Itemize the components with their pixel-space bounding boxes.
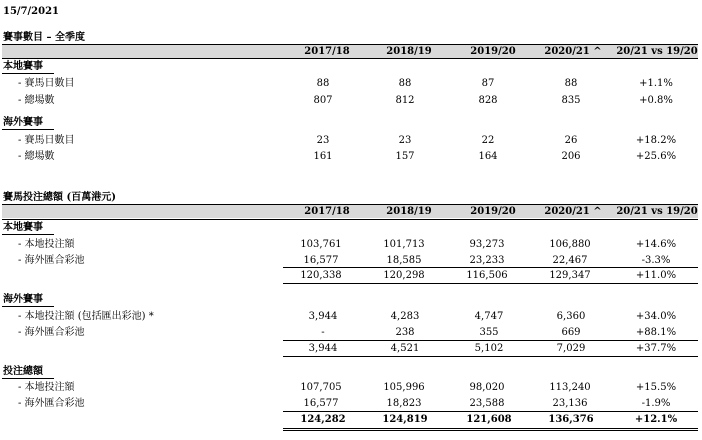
- cell: 4,747: [474, 311, 504, 322]
- s1-col-2019: 2019/20: [470, 46, 516, 57]
- s2-total-heading: 投注總額: [3, 366, 43, 377]
- cell: +14.6%: [635, 239, 677, 250]
- cell: 4,283: [390, 311, 420, 322]
- s2-overseas-subtotal-rule: [283, 340, 698, 341]
- cell: -1.9%: [641, 398, 671, 409]
- row-label: - 海外匯合彩池: [18, 255, 85, 266]
- cell: 124,282: [300, 414, 346, 425]
- cell: 23: [398, 135, 412, 146]
- s1-col-2018: 2018/19: [386, 46, 432, 57]
- cell: 835: [561, 95, 581, 106]
- cell: 23: [316, 135, 330, 146]
- cell: 106,880: [549, 239, 591, 250]
- cell: 23,233: [469, 255, 505, 266]
- cell: 18,823: [386, 398, 422, 409]
- s1-overseas-heading-underline: [2, 129, 54, 130]
- cell: 101,713: [383, 239, 425, 250]
- cell: 105,996: [383, 382, 425, 393]
- s2-col-2020: 2020/21 ^: [544, 206, 602, 217]
- cell: 129,347: [549, 270, 591, 281]
- cell: 18,585: [386, 255, 422, 266]
- cell: 4,521: [390, 343, 420, 354]
- cell: 157: [395, 151, 415, 162]
- s2-local-subtotal-rule: [283, 267, 698, 268]
- cell: 88: [398, 78, 412, 89]
- cell: 22: [481, 135, 495, 146]
- report-date: 15/7/2021: [3, 6, 60, 17]
- cell: 355: [479, 327, 499, 338]
- cell: +12.1%: [634, 414, 678, 425]
- cell: +11.0%: [635, 270, 677, 281]
- row-label: - 海外匯合彩池: [18, 327, 85, 338]
- cell: 136,376: [548, 414, 594, 425]
- cell: 116,506: [466, 270, 508, 281]
- cell: +34.0%: [635, 311, 677, 322]
- cell: 120,338: [300, 270, 342, 281]
- cell: 7,029: [556, 343, 586, 354]
- s2-col-change: 20/21 vs 19/20: [616, 206, 698, 217]
- cell: 238: [395, 327, 415, 338]
- section1-header-rule: [2, 58, 698, 59]
- s2-local-subtotal-bottom-rule: [283, 283, 698, 284]
- cell: 87: [481, 78, 495, 89]
- section2-header-rule: [2, 219, 698, 220]
- section2-title: 賽馬投注總額 (百萬港元): [3, 192, 116, 203]
- cell: 23,136: [552, 398, 588, 409]
- s1-col-change: 20/21 vs 19/20: [616, 46, 698, 57]
- s1-overseas-heading: 海外賽事: [3, 117, 43, 128]
- cell: 828: [478, 95, 498, 106]
- cell: 124,819: [382, 414, 428, 425]
- cell: +0.8%: [639, 95, 673, 106]
- cell: -: [321, 327, 325, 338]
- cell: 22,467: [552, 255, 588, 266]
- cell: 161: [313, 151, 333, 162]
- cell: 98,020: [469, 382, 505, 393]
- row-label: - 總場數: [18, 95, 55, 106]
- cell: -3.3%: [641, 255, 671, 266]
- cell: 113,240: [549, 382, 591, 393]
- cell: 23,588: [469, 398, 505, 409]
- cell: 807: [313, 95, 333, 106]
- row-label: - 本地投注額 (包括匯出彩池) *: [18, 311, 154, 322]
- cell: +1.1%: [639, 78, 673, 89]
- row-label: - 賽馬日數目: [18, 78, 75, 89]
- row-label: - 總場數: [18, 151, 55, 162]
- s2-col-2019: 2019/20: [470, 206, 516, 217]
- s1-local-heading: 本地賽事: [3, 61, 43, 72]
- cell: 3,944: [308, 311, 338, 322]
- cell: 5,102: [474, 343, 504, 354]
- cell: 121,608: [466, 414, 512, 425]
- cell: 206: [561, 151, 581, 162]
- cell: 164: [478, 151, 498, 162]
- s2-total-heading-underline: [2, 378, 54, 379]
- cell: 93,273: [469, 239, 505, 250]
- cell: 120,298: [383, 270, 425, 281]
- row-label: - 本地投注額: [18, 382, 75, 393]
- row-label: - 海外匯合彩池: [18, 398, 85, 409]
- s2-total-rule: [283, 411, 698, 412]
- s2-col-2017: 2017/18: [304, 206, 350, 217]
- s1-local-heading-underline: [2, 73, 54, 74]
- s2-overseas-heading-underline: [2, 306, 54, 307]
- cell: +25.6%: [635, 151, 677, 162]
- s2-overseas-subtotal-bottom-rule: [283, 356, 698, 357]
- cell: 6,360: [556, 311, 586, 322]
- s2-local-heading-underline: [2, 234, 54, 235]
- row-label: - 賽馬日數目: [18, 135, 75, 146]
- cell: 107,705: [300, 382, 342, 393]
- s2-col-2018: 2018/19: [386, 206, 432, 217]
- cell: +88.1%: [635, 327, 677, 338]
- s2-overseas-heading: 海外賽事: [3, 294, 43, 305]
- cell: 88: [316, 78, 330, 89]
- s1-col-2017: 2017/18: [304, 46, 350, 57]
- cell: 3,944: [308, 343, 338, 354]
- cell: 669: [561, 327, 581, 338]
- s2-local-heading: 本地賽事: [3, 222, 43, 233]
- s1-col-2020: 2020/21 ^: [544, 46, 602, 57]
- cell: 812: [395, 95, 415, 106]
- cell: 88: [564, 78, 578, 89]
- cell: +18.2%: [635, 135, 677, 146]
- s2-grand-total-double-rule: [283, 428, 698, 431]
- cell: 26: [564, 135, 578, 146]
- cell: 16,577: [303, 398, 339, 409]
- section1-title: 賽事數目 – 全季度: [3, 32, 85, 43]
- cell: +15.5%: [635, 382, 677, 393]
- cell: 103,761: [300, 239, 342, 250]
- cell: +37.7%: [635, 343, 677, 354]
- cell: 16,577: [303, 255, 339, 266]
- row-label: - 本地投注額: [18, 239, 75, 250]
